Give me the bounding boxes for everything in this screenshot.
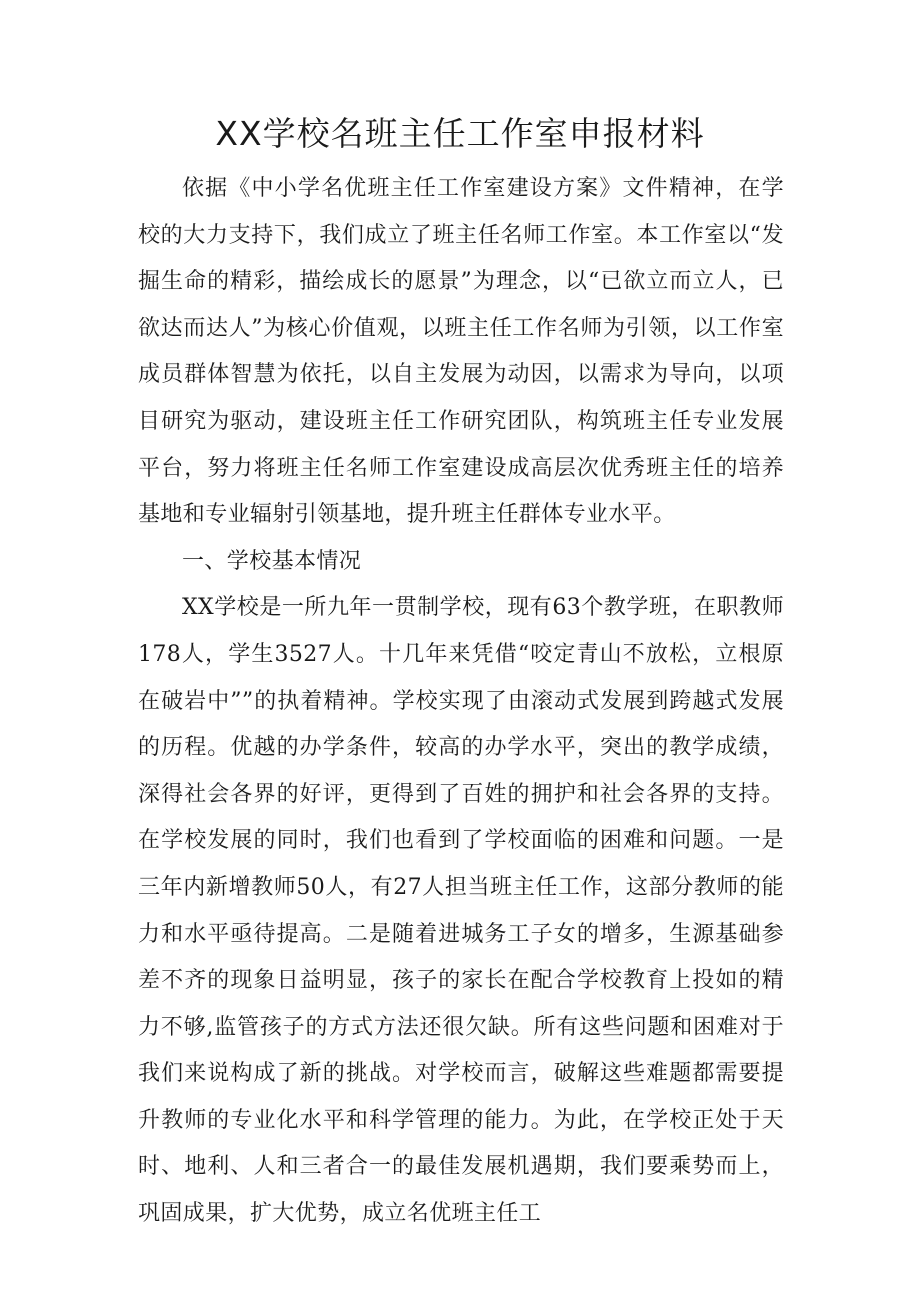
school-overview-paragraph: XX学校是一所九年一贯制学校，现有63个教学班，在职教师178人，学生3527人。十几年来凭借“咬定青山不放松，立根原在破岩中””的执着精神。学校实现了由滚动式发展到跨越式发展的历程。优越的办学条件，较高的办学水平，突出的教学成绩，深得社会各界的好评，更得到了百姓的拥护和社会各界的支持。在学校发展的同时，我们也看到了学校面临的困难和问题。一是三年内新增教师50人，有27人担当班主任工作，这部分教师的能力和水平亟待提高。二是随着进城务工子女的增多，生源基础参差不齐的现象日益明显，孩子的家长在配合学校教育上投如的精力不够,监管孩子的方式方法还很欠缺。所有这些问题和困难对于我们来说构成了新的挑战。对学校而言，破解这些难题都需要提升教师的专业化水平和科学管理的能力。为此，在学校正处于天时、地利、人和三者合一的最佳发展机遇期，我们要乘势而上，巩固成果，扩大优势，成立名优班主任工: [138, 595, 784, 1227]
document-body: [138, 166, 784, 1238]
document-title: XX学校名班主任工作室申报材料: [215, 114, 705, 153]
section-heading: 一、学校基本情况: [182, 548, 362, 574]
intro-paragraph: 依据《中小学名优班主任工作室建设方案》文件精神，在学校的大力支持下，我们成立了班主任名师工作室。本工作室以“发掘生命的精彩，描绘成长的愿景”为理念，以“已欲立而立人，已欲达而达人”为核心价值观，以班主任工作名师为引领，以工作室成员群体智慧为依托，以自主发展为动因，以需求为导向，以项目研究为驱动，建设班主任工作研究团队，构筑班主任专业发展平台，努力将班主任名师工作室建设成高层次优秀班主任的培养基地和专业辐射引领基地，提升班主任群体专业水平。: [138, 176, 784, 528]
